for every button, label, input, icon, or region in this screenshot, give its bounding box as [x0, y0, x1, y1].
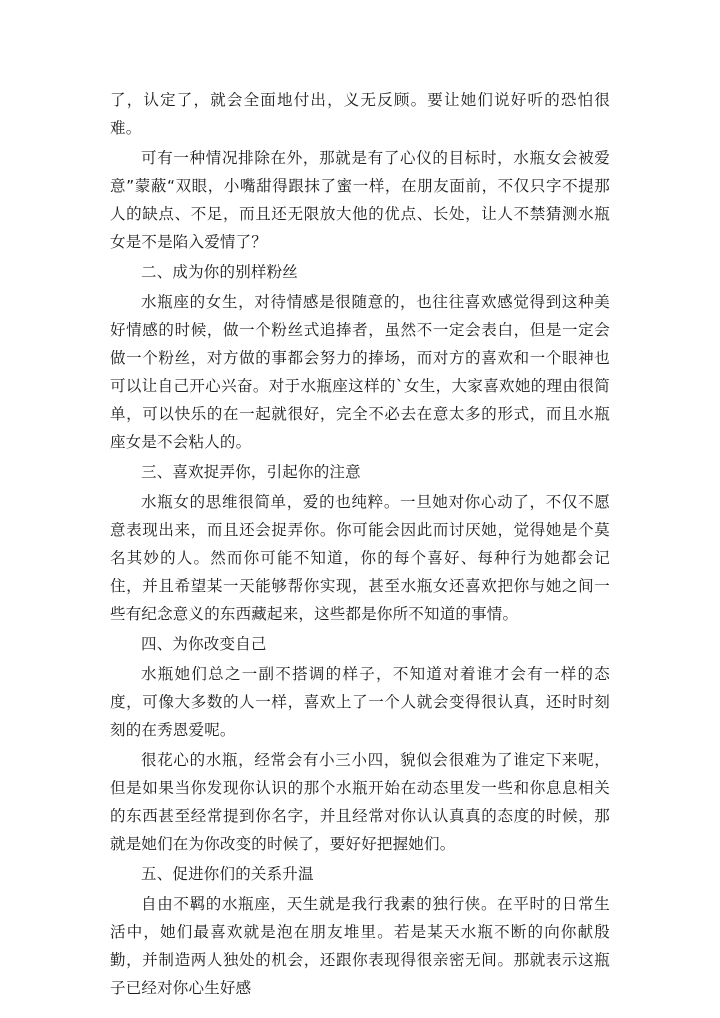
paragraph: 可有一种情况排除在外，那就是有了心仪的目标时，水瓶女会被爱意”蒙蔽“双眼，小嘴甜得跟抹了蜜一样，在朋友面前，不仅只字不提那人的缺点、不足，而且还无限放大他的优点、长处，让人不禁猜测水瓶女是不是陷入爱情了？ [110, 149, 610, 251]
section-heading: 三、喜欢捉弄你，引起你的注意 [141, 463, 361, 481]
article-body [110, 86, 610, 1004]
paragraph: 很花心的水瓶，经常会有小三小四，貌似会很难为了谁定下来呢，但是如果当你发现你认识的那个水瓶开始在动态里发一些和你息息相关的东西甚至经常提到你名字，并且经常对你认认真真的态度的时候，那就是她们在为你改变的时候了，要好好把握她们。 [110, 751, 610, 853]
paragraph: 水瓶她们总之一副不搭调的样子，不知道对着谁才会有一样的态度，可像大多数的人一样，喜欢上了一个人就会变得很认真，还时时刻刻的在秀恩爱呢。 [110, 665, 610, 739]
paragraph: 自由不羁的水瓶座，天生就是我行我素的独行侠。在平时的日常生活中，她们最喜欢就是泡在朋友堆里。若是某天水瓶不断的向你献殷勤，并制造两人独处的机会，还跟你表现得很亲密无间。那就表示这瓶子已经对你心生好感 [110, 895, 610, 997]
section-heading: 四、为你改变自己 [141, 635, 267, 653]
paragraph: 了，认定了，就会全面地付出，义无反顾。要让她们说好听的恐怕很难。 [110, 91, 610, 137]
section-heading: 五、促进你们的关系升温 [141, 865, 314, 883]
paragraph: 水瓶女的思维很简单，爱的也纯粹。一旦她对你心动了，不仅不愿意表现出来，而且还会捉弄你。你可能会因此而讨厌她，觉得她是个莫名其妙的人。然而你可能不知道，你的每个喜好、每种行为她都会记住，并且希望某一天能够帮你实现，甚至水瓶女还喜欢把你与她之间一些有纪念意义的东西藏起来，这些都是你所不知道的事情。 [110, 493, 610, 623]
section-heading: 二、成为你的别样粉丝 [141, 263, 299, 281]
paragraph: 水瓶座的女生，对待情感是很随意的，也往往喜欢感觉得到这种美好情感的时候，做一个粉丝式追捧者，虽然不一定会表白，但是一定会做一个粉丝，对方做的事都会努力的捧场，而对方的喜欢和一个眼神也可以让自己开心兴奋。对于水瓶座这样的`女生，大家喜欢她的理由很简单，可以快乐的在一起就很好，完全不必去在意太多的形式，而且水瓶座女是不会粘人的。 [110, 293, 610, 451]
